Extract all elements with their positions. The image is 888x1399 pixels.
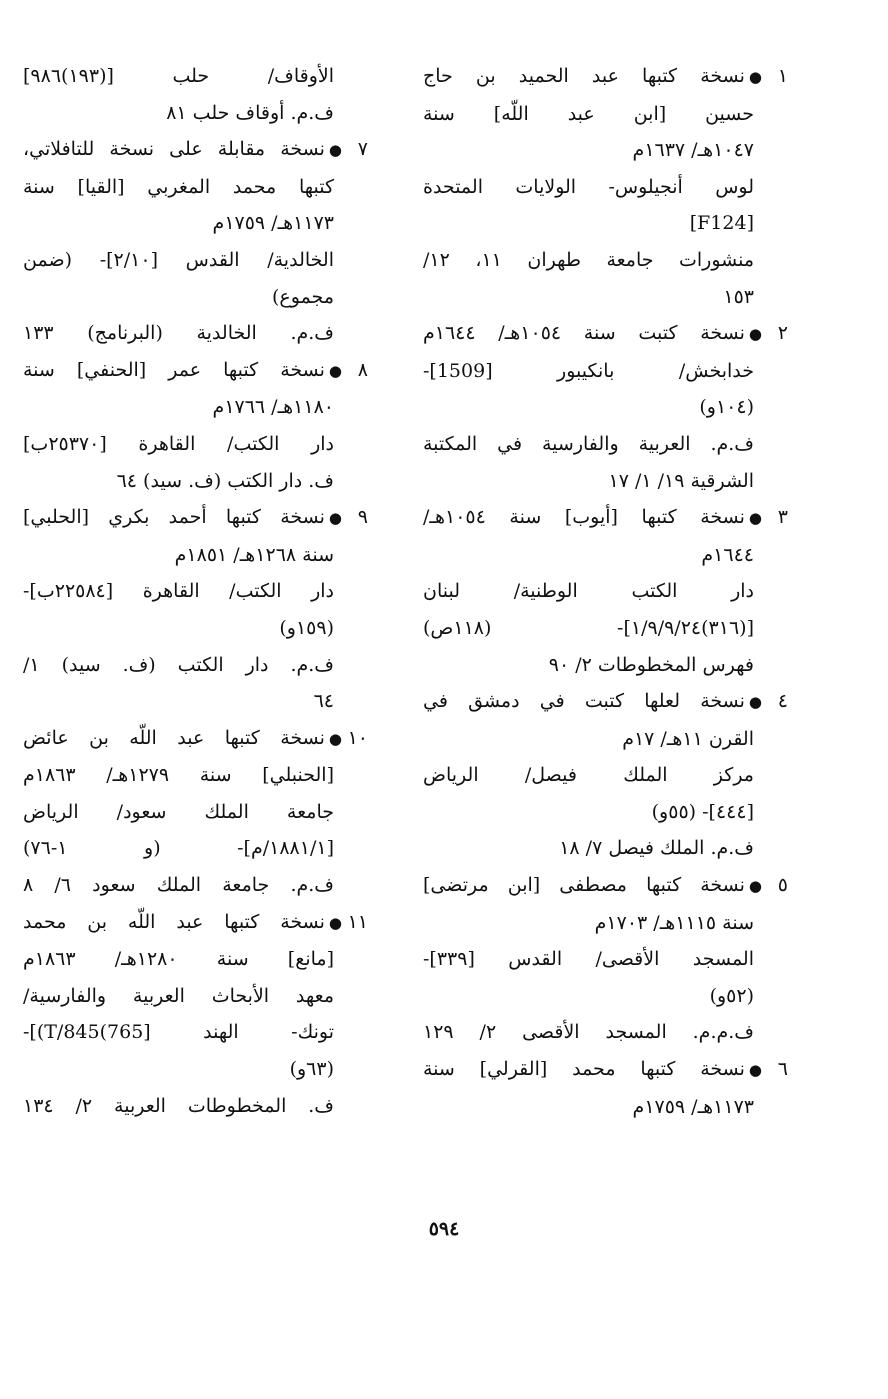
entry-text: ف.م.م. المسجد الأقصى ٢/ ١٢٩	[423, 1021, 754, 1044]
entry-line	[423, 389, 788, 426]
entry-line	[423, 1014, 788, 1051]
entry-text: نسخة كتبت سنة ١٠٥٤هـ/ ١٦٤٤م	[423, 322, 745, 345]
entry-text: الخالدية/ القدس [٢/١٠]- (ضمن	[23, 248, 334, 271]
entry-text: نسخة كتبها مصطفى [ابن مرتضى]	[423, 874, 745, 897]
manuscript-entry	[23, 58, 368, 131]
entry-line	[23, 573, 368, 610]
entry-text: حسين [ابن عبد اللّه] سنة	[423, 102, 754, 125]
entry-line	[423, 1089, 788, 1126]
entry-text: مجموع)	[272, 285, 334, 308]
bullet-icon: ●	[328, 141, 342, 160]
manuscript-entry	[23, 352, 368, 499]
entry-line	[23, 1088, 368, 1125]
entry-text: سنة ١١١٥هـ/ ١٧٠٣م	[594, 911, 754, 934]
entry-text: [٤٤٤]- (٥٥و)	[651, 800, 754, 823]
entry-first-line	[423, 1051, 788, 1089]
entry-text: [(٣١٦)١/٩/٩/٢٤]- (١١٨ص)	[423, 616, 754, 639]
entry-line	[23, 830, 368, 867]
entry-line	[23, 242, 368, 279]
entry-line	[423, 721, 788, 758]
entry-text: نسخة كتبها أحمد بكري [الحلبي]	[23, 506, 325, 529]
entry-text: دار الكتب/ القاهرة [٢٢٥٨٤ب]-	[23, 580, 334, 603]
entry-line	[23, 58, 368, 95]
entry-line	[23, 610, 368, 647]
manuscript-entry	[23, 720, 368, 904]
entry-text: [مانع] سنة ١٢٨٠هـ/ ١٨٦٣م	[23, 948, 334, 971]
entry-line	[23, 315, 368, 352]
entry-line	[23, 867, 368, 904]
entry-line	[423, 573, 788, 610]
entry-line	[423, 830, 788, 867]
bullet-icon: ●	[328, 729, 342, 748]
entry-text: [١٨٨١/١/م]- (و ١-٧٦)	[23, 837, 334, 860]
entry-text: ف.م. الملك فيصل ٧/ ١٨	[559, 837, 754, 860]
entry-text: فهرس المخطوطات ٢/ ٩٠	[548, 653, 754, 676]
entry-first-line	[423, 315, 788, 353]
left-column	[23, 58, 368, 1124]
entry-text: نسخة لعلها كتبت في دمشق في	[423, 690, 745, 713]
entry-line	[23, 95, 368, 132]
entry-text: الأوقاف/ حلب [(١٩٣)٩٨٦]	[23, 65, 334, 87]
entry-first-line	[23, 499, 368, 537]
entry-text: [الحنبلي] سنة ١٢٧٩هـ/ ١٨٦٣م	[23, 764, 334, 787]
entry-line	[423, 169, 788, 206]
entry-text: ف.م. دار الكتب (ف. سيد) ١/	[23, 653, 334, 676]
manuscript-entry	[423, 683, 788, 867]
bullet-icon: ●	[748, 877, 762, 896]
entry-text: سنة ١٢٦٨هـ/ ١٨٥١م	[174, 543, 334, 566]
entry-line	[423, 537, 788, 574]
entry-text: منشورات جامعة طهران ١١، ١٢/	[423, 248, 755, 271]
entry-number: ٩	[357, 506, 368, 529]
entry-first-line	[23, 904, 368, 942]
entry-text: كتبها محمد المغربي [القيا] سنة	[23, 175, 334, 198]
entry-text: (١٥٩و)	[279, 616, 334, 639]
entry-line	[423, 279, 788, 316]
entry-line	[423, 794, 788, 831]
entry-number: ٢	[777, 322, 788, 345]
entry-text: ١١٧٣هـ/ ١٧٥٩م	[212, 212, 334, 235]
entry-text: نسخة كتبها عبد الحميد بن حاج	[423, 65, 745, 87]
bullet-icon: ●	[328, 361, 342, 380]
bullet-icon: ●	[748, 1061, 762, 1080]
entry-line	[23, 647, 368, 684]
right-column	[423, 58, 788, 1125]
entry-first-line	[23, 352, 368, 390]
manuscript-entry	[423, 499, 788, 683]
entry-number: ١	[777, 65, 788, 87]
entry-line	[23, 941, 368, 978]
bullet-icon: ●	[748, 68, 762, 86]
entry-line	[423, 426, 788, 463]
entry-text: معهد الأبحاث العربية والفارسية/	[23, 984, 334, 1007]
page-number: ٥٩٤	[428, 1218, 460, 1240]
entry-line	[23, 794, 368, 831]
entry-line	[423, 757, 788, 794]
bullet-icon: ●	[328, 509, 342, 528]
entry-first-line	[23, 131, 368, 169]
entry-first-line	[423, 867, 788, 905]
entry-text: ف.م. العربية والفارسية في المكتبة	[423, 432, 754, 455]
entry-line	[423, 978, 788, 1015]
entry-number: ٦	[777, 1058, 788, 1081]
entry-text: ف. المخطوطات العربية ٢/ ١٣٤	[23, 1094, 334, 1117]
entry-first-line	[423, 499, 788, 537]
entry-number: ٤	[777, 690, 788, 713]
entry-text: ١٠٤٧هـ/ ١٦٣٧م	[632, 139, 754, 162]
entry-line	[423, 205, 788, 242]
entry-text: دار الكتب/ القاهرة [٢٥٣٧٠ب]	[23, 432, 334, 455]
entry-line	[423, 905, 788, 942]
entry-line	[423, 647, 788, 684]
entry-text: (٦٣و)	[289, 1058, 334, 1081]
entry-first-line	[423, 683, 788, 721]
entry-text: القرن ١١هـ/ ١٧م	[622, 727, 754, 750]
entry-line	[23, 757, 368, 794]
entry-line	[23, 389, 368, 426]
manuscript-entry	[423, 867, 788, 1051]
entry-text: ف.م. أوقاف حلب ٨١	[166, 101, 334, 124]
entry-line	[23, 1051, 368, 1088]
manuscript-entry	[23, 904, 368, 1125]
entry-line	[423, 132, 788, 169]
entry-line	[23, 279, 368, 316]
entry-text: نسخة كتبها [أيوب] سنة ١٠٥٤هـ/	[423, 506, 745, 529]
entry-text: نسخة كتبها عمر [الحنفي] سنة	[23, 358, 325, 381]
manuscript-entry	[23, 499, 368, 720]
entry-number: ٥	[777, 874, 788, 897]
entry-text: [F124]	[689, 212, 754, 235]
entry-number: ٣	[777, 506, 788, 529]
entry-first-line	[23, 720, 368, 758]
entry-text: نسخة مقابلة على نسخة للتافلاتي،	[23, 138, 325, 161]
entry-line	[23, 1014, 368, 1051]
entry-number: ٧	[357, 138, 368, 161]
entry-text: الشرقية ١٩/ ١/ ١٧	[608, 469, 754, 492]
entry-line	[23, 537, 368, 574]
bullet-icon: ●	[328, 913, 342, 932]
bullet-icon: ●	[748, 693, 762, 712]
entry-text: نسخة كتبها عبد اللّه بن محمد	[23, 910, 325, 933]
manuscript-entry	[423, 1051, 788, 1125]
entry-text: ف. دار الكتب (ف. سيد) ٦٤	[116, 469, 334, 492]
entry-text: (٥٢و)	[709, 984, 754, 1007]
manuscript-entry	[423, 58, 788, 315]
entry-text: ١١٧٣هـ/ ١٧٥٩م	[632, 1095, 754, 1118]
bullet-icon: ●	[748, 509, 762, 528]
entry-text: جامعة الملك سعود/ الرياض	[23, 800, 334, 823]
entry-text: تونك- الهند [765)T/845)]-	[23, 1021, 334, 1044]
manuscript-entry	[23, 131, 368, 352]
entry-text: (١٠٤و)	[699, 396, 754, 419]
entry-text: لوس أنجيلوس- الولايات المتحدة	[423, 175, 754, 198]
bullet-icon: ●	[748, 325, 762, 344]
entry-number: ١١	[347, 910, 368, 933]
entry-line	[23, 169, 368, 206]
entry-line	[423, 353, 788, 390]
entry-first-line	[423, 58, 788, 96]
entry-text: نسخة كتبها محمد [القرلي] سنة	[423, 1058, 745, 1081]
entry-text: ١١٨٠هـ/ ١٧٦٦م	[212, 396, 334, 419]
entry-line	[423, 941, 788, 978]
entry-text: نسخة كتبها عبد اللّه بن عائض	[23, 726, 325, 749]
entry-text: ف.م. الخالدية (البرنامج) ١٣٣	[23, 322, 334, 345]
entry-line	[23, 426, 368, 463]
entry-number: ١٠	[347, 726, 368, 749]
entry-line	[423, 610, 788, 647]
entry-text: ف.م. جامعة الملك سعود ٦/ ٨	[23, 874, 334, 897]
entry-text: دار الكتب الوطنية/ لبنان	[423, 580, 754, 603]
entry-line	[423, 96, 788, 133]
entry-text: خدابخش/ بانكيبور [1509]-	[423, 359, 754, 382]
entry-line	[23, 978, 368, 1015]
entry-line	[23, 683, 368, 720]
entry-line	[23, 463, 368, 500]
entry-line	[23, 205, 368, 242]
entry-text: ١٦٤٤م	[701, 543, 754, 566]
entry-text: المسجد الأقصى/ القدس [٣٣٩]-	[423, 948, 754, 971]
entry-text: ٦٤	[313, 690, 334, 713]
manuscript-entry	[423, 315, 788, 499]
entry-line	[423, 242, 788, 279]
entry-text: مركز الملك فيصل/ الرياض	[423, 764, 754, 787]
entry-line	[423, 463, 788, 500]
entry-text: ١٥٣	[723, 285, 754, 308]
entry-number: ٨	[357, 358, 368, 381]
